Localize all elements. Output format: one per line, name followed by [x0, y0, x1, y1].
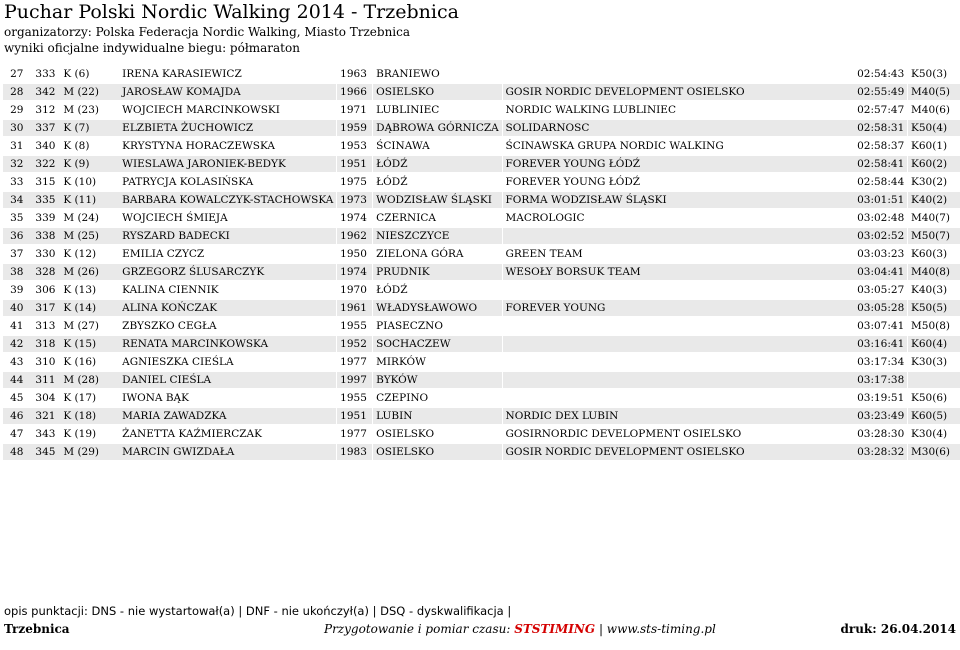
category-place-cell: K60(3)	[911, 248, 948, 260]
place-cell: 32	[3, 156, 31, 172]
year-cell: 1975	[340, 176, 367, 188]
city-cell: LUBLINIEC	[376, 104, 440, 116]
place-cell: 39	[10, 284, 24, 296]
category-cell: M (27)	[63, 320, 100, 332]
city-cell: ŁÓDŹ	[376, 176, 408, 188]
bib-cell: 321	[31, 408, 61, 424]
category-place-cell: K50(5)	[908, 300, 960, 316]
year-cell: 1950	[340, 248, 367, 260]
table-row	[3, 354, 960, 370]
table-row	[3, 66, 960, 82]
category-cell: K (12)	[63, 248, 97, 260]
year-cell: 1974	[340, 212, 367, 224]
club-cell: FOREVER YOUNG	[503, 300, 853, 316]
bib-cell: 317	[31, 300, 61, 316]
timing-brand: STSTIMING	[514, 622, 596, 636]
place-cell: 30	[3, 120, 31, 136]
category-cell: K (18)	[60, 408, 119, 424]
year-cell: 1962	[337, 228, 372, 244]
time-cell: 03:02:48	[857, 212, 905, 224]
city-cell: OSIELSKO	[376, 428, 435, 440]
club-cell	[503, 390, 853, 406]
city-cell: OSIELSKO	[373, 84, 502, 100]
category-place-cell: K50(4)	[908, 120, 960, 136]
bib-cell: 310	[35, 356, 56, 368]
name-cell: EMILIA CZYCZ	[122, 248, 205, 260]
club-cell: MACROLOGIC	[505, 212, 585, 224]
table-row	[3, 372, 960, 388]
credit-prefix: Przygotowanie i pomiar czasu:	[324, 622, 515, 636]
category-cell: M (26)	[60, 264, 119, 280]
name-cell: JAROSŁAW KOMAJDA	[119, 84, 336, 100]
bib-cell: 342	[31, 84, 61, 100]
year-cell: 1973	[337, 192, 372, 208]
club-cell: GOSIR NORDIC DEVELOPMENT OSIELSKO	[503, 444, 853, 460]
city-cell: SOCHACZEW	[373, 336, 502, 352]
bib-cell: 313	[35, 320, 56, 332]
category-cell: K (9)	[60, 156, 119, 172]
time-cell: 02:58:37	[857, 140, 905, 152]
category-place-cell: M50(8)	[911, 320, 951, 332]
category-place-cell: K30(4)	[911, 428, 948, 440]
place-cell: 36	[3, 228, 31, 244]
time-cell: 03:01:51	[853, 192, 907, 208]
name-cell: MARIA ZAWADZKA	[119, 408, 336, 424]
year-cell: 1966	[337, 84, 372, 100]
club-cell: FOREVER YOUNG ŁÓDŹ	[503, 156, 853, 172]
category-place-cell: K60(5)	[908, 408, 960, 424]
city-cell: WŁADYSŁAWOWO	[373, 300, 502, 316]
bib-cell: 339	[35, 212, 56, 224]
place-cell: 48	[3, 444, 31, 460]
bib-cell: 304	[35, 392, 56, 404]
category-cell: M (24)	[63, 212, 100, 224]
city-cell: BYKÓW	[373, 372, 502, 388]
time-cell: 03:07:41	[857, 320, 905, 332]
category-place-cell: K40(3)	[911, 284, 948, 296]
name-cell: ELZBIETA ŻUCHOWICZ	[119, 120, 336, 136]
category-cell: M (25)	[60, 228, 119, 244]
bib-cell: 338	[31, 228, 61, 244]
category-cell: K (15)	[60, 336, 119, 352]
category-place-cell: K30(2)	[911, 176, 948, 188]
bib-cell: 322	[31, 156, 61, 172]
place-cell: 38	[3, 264, 31, 280]
table-row	[3, 408, 960, 424]
category-place-cell: M30(6)	[908, 444, 960, 460]
table-row	[3, 138, 960, 154]
bib-cell: 340	[35, 140, 56, 152]
club-cell: NORDIC WALKING LUBLINIEC	[505, 104, 676, 116]
city-cell: DĄBROWA GÓRNICZA	[373, 120, 502, 136]
table-row	[3, 156, 960, 172]
category-cell: K (10)	[63, 176, 97, 188]
time-cell: 03:05:28	[853, 300, 907, 316]
category-cell: M (29)	[60, 444, 119, 460]
place-cell: 29	[10, 104, 24, 116]
year-cell: 1955	[340, 392, 367, 404]
category-cell: K (6)	[63, 68, 90, 80]
category-cell: K (11)	[60, 192, 119, 208]
time-cell: 03:28:32	[853, 444, 907, 460]
category-place-cell	[908, 372, 960, 388]
time-cell: 02:57:47	[857, 104, 905, 116]
category-cell: M (23)	[63, 104, 100, 116]
year-cell: 1961	[337, 300, 372, 316]
table-row	[3, 246, 960, 262]
table-row	[3, 390, 960, 406]
category-cell: K (16)	[63, 356, 97, 368]
time-cell: 03:17:34	[857, 356, 905, 368]
category-place-cell: M40(7)	[911, 212, 951, 224]
category-place-cell: M40(5)	[908, 84, 960, 100]
year-cell: 1997	[337, 372, 372, 388]
place-cell: 46	[3, 408, 31, 424]
club-cell: GOSIRNORDIC DEVELOPMENT OSIELSKO	[505, 428, 742, 440]
table-row	[3, 426, 960, 442]
time-cell: 03:19:51	[857, 392, 905, 404]
year-cell: 1974	[337, 264, 372, 280]
club-cell: ŚCINAWSKA GRUPA NORDIC WALKING	[505, 140, 724, 152]
table-row	[3, 282, 960, 298]
time-cell: 03:17:38	[853, 372, 907, 388]
club-cell	[503, 354, 853, 370]
category-place-cell: K50(6)	[911, 392, 948, 404]
results-body	[3, 66, 960, 460]
time-cell: 03:16:41	[853, 336, 907, 352]
city-cell: BRANIEWO	[376, 68, 440, 80]
time-cell: 03:28:30	[857, 428, 905, 440]
city-cell: PIASECZNO	[376, 320, 443, 332]
club-cell	[503, 228, 853, 244]
scoring-legend: opis punktacji: DNS - nie wystartował(a) | DNF - nie ukończył(a) | DSQ - dyskwalifikacja |	[4, 604, 512, 618]
year-cell: 1955	[340, 320, 367, 332]
name-cell: PATRYCJA KOLASIŃSKA	[122, 176, 254, 188]
city-cell: ZIELONA GÓRA	[376, 248, 464, 260]
timing-credit	[324, 622, 716, 636]
category-place-cell: K60(2)	[908, 156, 960, 172]
table-row	[3, 300, 960, 316]
bib-cell: 306	[35, 284, 56, 296]
year-cell: 1970	[340, 284, 367, 296]
name-cell: RYSZARD BADECKI	[119, 228, 336, 244]
time-cell: 03:02:52	[853, 228, 907, 244]
club-cell: FORMA WODZISŁAW ŚLĄSKI	[503, 192, 853, 208]
category-place-cell: K40(2)	[908, 192, 960, 208]
club-cell	[503, 282, 853, 298]
bib-cell: 318	[31, 336, 61, 352]
city-cell: CZEPINO	[376, 392, 429, 404]
table-row	[3, 228, 960, 244]
place-cell: 40	[3, 300, 31, 316]
table-row	[3, 336, 960, 352]
category-cell: K (17)	[63, 392, 97, 404]
city-cell: ŚCINAWA	[376, 140, 430, 152]
table-row	[3, 84, 960, 100]
name-cell: IWONA BĄK	[122, 392, 189, 404]
city-cell: LUBIN	[373, 408, 502, 424]
category-place-cell: K30(3)	[911, 356, 948, 368]
credit-suffix: | www.sts-timing.pl	[595, 622, 716, 636]
bib-cell: 335	[31, 192, 61, 208]
name-cell: AGNIESZKA CIEŚLA	[122, 356, 234, 368]
club-cell	[503, 318, 853, 334]
page-title: Puchar Polski Nordic Walking 2014 - Trzebnica	[4, 1, 459, 23]
time-cell: 02:58:44	[857, 176, 905, 188]
place-cell: 35	[10, 212, 24, 224]
name-cell: GRZEGORZ ŚLUSARCZYK	[119, 264, 336, 280]
city-cell: MIRKÓW	[376, 356, 426, 368]
name-cell: ZBYSZKO CEGŁA	[122, 320, 217, 332]
time-cell: 03:04:41	[853, 264, 907, 280]
results-table	[3, 64, 960, 462]
category-place-cell: M50(7)	[908, 228, 960, 244]
bib-cell: 328	[31, 264, 61, 280]
organizers-line: organizatorzy: Polska Federacja Nordic Walking, Miasto Trzebnica	[4, 25, 411, 39]
club-cell: FOREVER YOUNG ŁÓDŹ	[505, 176, 641, 188]
city-cell: ŁÓDŹ	[376, 284, 408, 296]
results-subtitle: wyniki oficjalne indywidualne biegu: półmaraton	[4, 41, 300, 55]
name-cell: MARCIN GWIZDAŁA	[119, 444, 336, 460]
bib-cell: 315	[35, 176, 56, 188]
place-cell: 33	[10, 176, 24, 188]
category-cell: K (14)	[60, 300, 119, 316]
year-cell: 1951	[337, 408, 372, 424]
table-row	[3, 444, 960, 460]
place-cell: 34	[3, 192, 31, 208]
place-cell: 43	[10, 356, 24, 368]
city-cell: WODZISŁAW ŚLĄSKI	[373, 192, 502, 208]
year-cell: 1952	[337, 336, 372, 352]
city-cell: CZERNICA	[376, 212, 437, 224]
club-cell	[503, 66, 853, 82]
name-cell: WOJCIECH MARCINKOWSKI	[122, 104, 280, 116]
time-cell: 02:55:49	[853, 84, 907, 100]
name-cell: WIESLAWA JARONIEK-BEDYK	[119, 156, 336, 172]
name-cell: KALINA CIENNIK	[122, 284, 219, 296]
place-cell: 27	[10, 68, 24, 80]
time-cell: 02:58:41	[853, 156, 907, 172]
time-cell: 03:03:23	[857, 248, 905, 260]
category-place-cell: M40(6)	[911, 104, 951, 116]
city-cell: PRUDNIK	[373, 264, 502, 280]
name-cell: RENATA MARCINKOWSKA	[119, 336, 336, 352]
footer-city: Trzebnica	[4, 622, 70, 636]
category-cell: K (8)	[63, 140, 90, 152]
time-cell: 03:05:27	[857, 284, 905, 296]
bib-cell: 333	[35, 68, 56, 80]
category-cell: K (7)	[60, 120, 119, 136]
results-header	[4, 0, 459, 56]
place-cell: 45	[10, 392, 24, 404]
name-cell: ALINA KOŃCZAK	[119, 300, 336, 316]
bib-cell: 330	[35, 248, 56, 260]
club-cell	[503, 336, 853, 352]
name-cell: ŻANETTA KAŹMIERCZAK	[122, 428, 262, 440]
place-cell: 37	[10, 248, 24, 260]
table-row	[3, 318, 960, 334]
category-cell: M (28)	[60, 372, 119, 388]
place-cell: 41	[10, 320, 24, 332]
club-cell: WESOŁY BORSUK TEAM	[503, 264, 853, 280]
place-cell: 44	[3, 372, 31, 388]
bib-cell: 345	[31, 444, 61, 460]
time-cell: 02:58:31	[853, 120, 907, 136]
year-cell: 1959	[337, 120, 372, 136]
category-place-cell: M40(8)	[908, 264, 960, 280]
year-cell: 1983	[337, 444, 372, 460]
bib-cell: 343	[35, 428, 56, 440]
club-cell: SOLIDARNOSC	[503, 120, 853, 136]
club-cell: GOSIR NORDIC DEVELOPMENT OSIELSKO	[503, 84, 853, 100]
place-cell: 28	[3, 84, 31, 100]
category-place-cell: K60(4)	[908, 336, 960, 352]
name-cell: WOJCIECH ŚMIEJA	[122, 212, 228, 224]
table-row	[3, 210, 960, 226]
table-row	[3, 102, 960, 118]
print-date: druk: 26.04.2014	[840, 622, 956, 636]
club-cell: NORDIC DEX LUBIN	[503, 408, 853, 424]
name-cell: DANIEL CIEŚLA	[119, 372, 336, 388]
category-cell: K (19)	[63, 428, 97, 440]
bib-cell: 311	[31, 372, 61, 388]
table-row	[3, 264, 960, 280]
year-cell: 1977	[340, 428, 367, 440]
city-cell: ŁÓDŹ	[373, 156, 502, 172]
place-cell: 47	[10, 428, 24, 440]
club-cell	[503, 372, 853, 388]
name-cell: KRYSTYNA HORACZEWSKA	[122, 140, 276, 152]
place-cell: 42	[3, 336, 31, 352]
table-row	[3, 120, 960, 136]
year-cell: 1953	[340, 140, 367, 152]
year-cell: 1963	[340, 68, 367, 80]
category-cell: K (13)	[63, 284, 97, 296]
year-cell: 1977	[340, 356, 367, 368]
club-cell: GREEN TEAM	[505, 248, 583, 260]
bib-cell: 337	[31, 120, 61, 136]
year-cell: 1951	[337, 156, 372, 172]
time-cell: 03:23:49	[853, 408, 907, 424]
table-row	[3, 174, 960, 190]
category-place-cell: K50(3)	[911, 68, 948, 80]
name-cell: BARBARA KOWALCZYK-STACHOWSKA	[119, 192, 336, 208]
bib-cell: 312	[35, 104, 56, 116]
time-cell: 02:54:43	[857, 68, 905, 80]
city-cell: NIESZCZYCE	[373, 228, 502, 244]
name-cell: IRENA KARASIEWICZ	[122, 68, 242, 80]
city-cell: OSIELSKO	[373, 444, 502, 460]
table-row	[3, 192, 960, 208]
year-cell: 1971	[340, 104, 367, 116]
place-cell: 31	[10, 140, 24, 152]
category-place-cell: K60(1)	[911, 140, 948, 152]
footer-row	[0, 622, 960, 642]
category-cell: M (22)	[60, 84, 119, 100]
